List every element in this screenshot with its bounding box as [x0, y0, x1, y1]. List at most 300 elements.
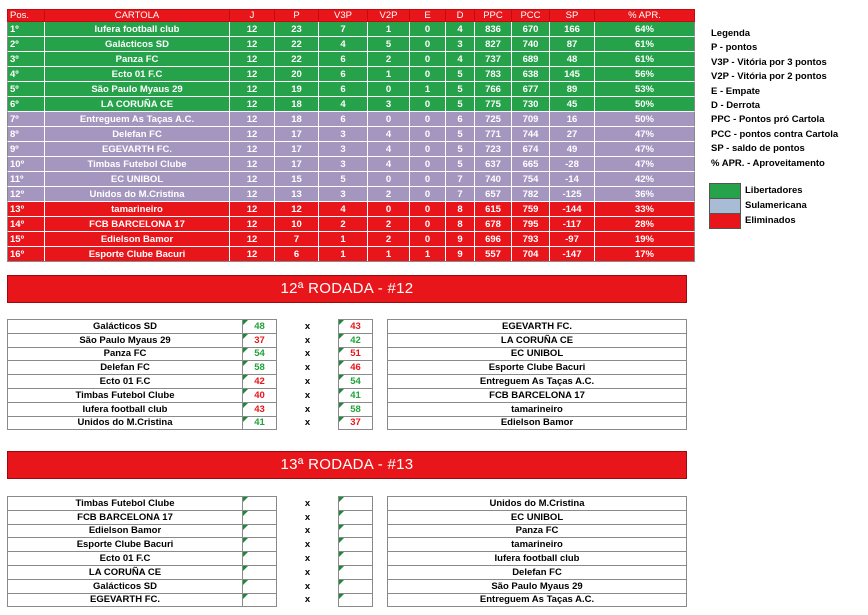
v3p-cell: 6 [319, 112, 368, 127]
match-row [8, 416, 687, 430]
zone-label: Sulamericana [745, 200, 807, 211]
away-score[interactable]: 58 [339, 402, 373, 416]
home-team: Ecto 01 F.C [8, 375, 243, 389]
home-team: Unidos do M.Cristina [8, 416, 243, 430]
ppc-cell: 725 [475, 112, 512, 127]
col-v2p: V2P [368, 10, 410, 22]
pcc-cell: 740 [512, 37, 550, 52]
points-cell: 22 [275, 37, 319, 52]
home-team: Esporte Clube Bacuri [8, 538, 243, 552]
points-cell: 6 [275, 247, 319, 262]
games-cell: 12 [230, 217, 275, 232]
round-12-table [7, 319, 687, 430]
team-name: Entreguem As Taças A.C. [45, 112, 230, 127]
col-pos: Pos. [8, 10, 45, 22]
pos-cell: 2º [8, 37, 45, 52]
draws-cell: 0 [410, 232, 446, 247]
pos-cell: 14º [8, 217, 45, 232]
home-team: Galácticos SD [8, 320, 243, 334]
away-score[interactable]: 51 [339, 347, 373, 361]
col-sp: SP [550, 10, 595, 22]
away-score[interactable] [339, 593, 373, 607]
ppc-cell: 615 [475, 202, 512, 217]
versus: x [277, 375, 339, 389]
pos-cell: 13º [8, 202, 45, 217]
spacer [373, 388, 388, 402]
games-cell: 12 [230, 142, 275, 157]
v2p-cell: 2 [368, 187, 410, 202]
standings-row [8, 202, 695, 217]
ppc-cell: 637 [475, 157, 512, 172]
home-team: Timbas Futebol Clube [8, 388, 243, 402]
away-team: Entreguem As Taças A.C. [388, 593, 687, 607]
ppc-cell: 766 [475, 82, 512, 97]
v2p-cell: 0 [368, 172, 410, 187]
home-score[interactable]: 43 [243, 402, 277, 416]
zone-label: Eliminados [745, 215, 796, 226]
col-apr: % APR. [595, 10, 695, 22]
apr-cell: 53% [595, 82, 695, 97]
v3p-cell: 2 [319, 217, 368, 232]
legend-item: SP - saldo de pontos [711, 143, 805, 155]
home-score[interactable] [243, 593, 277, 607]
games-cell: 12 [230, 82, 275, 97]
points-cell: 12 [275, 202, 319, 217]
losses-cell: 3 [446, 37, 475, 52]
sp-cell: -97 [550, 232, 595, 247]
versus: x [277, 593, 339, 607]
pos-cell: 10º [8, 157, 45, 172]
pos-cell: 11º [8, 172, 45, 187]
standings-row [8, 97, 695, 112]
home-score[interactable] [243, 552, 277, 566]
draws-cell: 0 [410, 112, 446, 127]
spacer [373, 347, 388, 361]
standings-row [8, 22, 695, 37]
legend-item: PPC - Pontos pró Cartola [711, 114, 825, 126]
sp-cell: -147 [550, 247, 595, 262]
pos-cell: 15º [8, 232, 45, 247]
away-team: EGEVARTH FC. [388, 320, 687, 334]
spacer [373, 524, 388, 538]
zone-swatch [709, 183, 741, 199]
away-score[interactable] [339, 510, 373, 524]
spacer [373, 361, 388, 375]
pcc-cell: 795 [512, 217, 550, 232]
v2p-cell: 4 [368, 127, 410, 142]
team-name: Galácticos SD [45, 37, 230, 52]
v2p-cell: 2 [368, 232, 410, 247]
v2p-cell: 1 [368, 67, 410, 82]
v2p-cell: 5 [368, 37, 410, 52]
team-name: Panza FC [45, 52, 230, 67]
team-name: Esporte Clube Bacuri [45, 247, 230, 262]
draws-cell: 0 [410, 22, 446, 37]
v3p-cell: 5 [319, 172, 368, 187]
pcc-cell: 793 [512, 232, 550, 247]
standings-row [8, 232, 695, 247]
v2p-cell: 0 [368, 112, 410, 127]
home-score[interactable]: 41 [243, 416, 277, 430]
pcc-cell: 744 [512, 127, 550, 142]
legend-item: PCC - pontos contra Cartola [711, 128, 839, 140]
home-team: FCB BARCELONA 17 [8, 510, 243, 524]
points-cell: 15 [275, 172, 319, 187]
pos-cell: 4º [8, 67, 45, 82]
games-cell: 12 [230, 22, 275, 37]
apr-cell: 33% [595, 202, 695, 217]
away-team: Entreguem As Taças A.C. [388, 375, 687, 389]
apr-cell: 19% [595, 232, 695, 247]
home-score[interactable] [243, 579, 277, 593]
team-name: EC UNIBOL [45, 172, 230, 187]
team-name: São Paulo Myaus 29 [45, 82, 230, 97]
apr-cell: 61% [595, 37, 695, 52]
team-name: Iufera football club [45, 22, 230, 37]
games-cell: 12 [230, 67, 275, 82]
home-team: Edielson Bamor [8, 524, 243, 538]
draws-cell: 0 [410, 172, 446, 187]
pcc-cell: 665 [512, 157, 550, 172]
ppc-cell: 696 [475, 232, 512, 247]
points-cell: 7 [275, 232, 319, 247]
team-name: FCB BARCELONA 17 [45, 217, 230, 232]
match-row [8, 510, 687, 524]
pcc-cell: 689 [512, 52, 550, 67]
sp-cell: 145 [550, 67, 595, 82]
ppc-cell: 836 [475, 22, 512, 37]
versus: x [277, 565, 339, 579]
ppc-cell: 783 [475, 67, 512, 82]
sp-cell: 48 [550, 52, 595, 67]
draws-cell: 0 [410, 142, 446, 157]
away-team: Delefan FC [388, 565, 687, 579]
away-team: EC UNIBOL [388, 510, 687, 524]
losses-cell: 5 [446, 97, 475, 112]
away-score[interactable]: 42 [339, 333, 373, 347]
losses-cell: 8 [446, 217, 475, 232]
versus: x [277, 388, 339, 402]
away-score[interactable]: 41 [339, 388, 373, 402]
pcc-cell: 709 [512, 112, 550, 127]
ppc-cell: 737 [475, 52, 512, 67]
standings-row [8, 67, 695, 82]
home-score[interactable] [243, 497, 277, 511]
spacer [373, 538, 388, 552]
team-name: LA CORUÑA CE [45, 97, 230, 112]
games-cell: 12 [230, 52, 275, 67]
games-cell: 12 [230, 172, 275, 187]
legend-item: D - Derrota [711, 100, 761, 112]
match-row [8, 333, 687, 347]
home-score[interactable]: 37 [243, 333, 277, 347]
losses-cell: 7 [446, 172, 475, 187]
versus: x [277, 510, 339, 524]
match-row [8, 402, 687, 416]
v2p-cell: 0 [368, 202, 410, 217]
standings-row [8, 112, 695, 127]
away-team: tamarineiro [388, 538, 687, 552]
spacer [373, 402, 388, 416]
pcc-cell: 759 [512, 202, 550, 217]
draws-cell: 1 [410, 247, 446, 262]
home-score[interactable]: 42 [243, 375, 277, 389]
home-score[interactable]: 40 [243, 388, 277, 402]
away-team: Esporte Clube Bacuri [388, 361, 687, 375]
versus: x [277, 333, 339, 347]
pos-cell: 9º [8, 142, 45, 157]
losses-cell: 9 [446, 247, 475, 262]
ppc-cell: 723 [475, 142, 512, 157]
away-team: Panza FC [388, 524, 687, 538]
sp-cell: -14 [550, 172, 595, 187]
apr-cell: 47% [595, 142, 695, 157]
standings-row [8, 127, 695, 142]
home-score[interactable]: 58 [243, 361, 277, 375]
pos-cell: 12º [8, 187, 45, 202]
match-row [8, 497, 687, 511]
match-row [8, 524, 687, 538]
versus: x [277, 524, 339, 538]
versus: x [277, 552, 339, 566]
losses-cell: 6 [446, 112, 475, 127]
draws-cell: 0 [410, 97, 446, 112]
v3p-cell: 4 [319, 97, 368, 112]
spacer [373, 320, 388, 334]
apr-cell: 61% [595, 52, 695, 67]
games-cell: 12 [230, 37, 275, 52]
losses-cell: 7 [446, 187, 475, 202]
v3p-cell: 1 [319, 247, 368, 262]
standings-row [8, 157, 695, 172]
zone-swatch [709, 198, 741, 214]
away-score[interactable] [339, 552, 373, 566]
games-cell: 12 [230, 127, 275, 142]
losses-cell: 5 [446, 127, 475, 142]
away-score[interactable]: 54 [339, 375, 373, 389]
spacer [373, 497, 388, 511]
away-team: FCB BARCELONA 17 [388, 388, 687, 402]
standings-table [7, 9, 695, 262]
pcc-cell: 674 [512, 142, 550, 157]
sp-cell: -144 [550, 202, 595, 217]
points-cell: 22 [275, 52, 319, 67]
pcc-cell: 638 [512, 67, 550, 82]
versus: x [277, 416, 339, 430]
away-team: Unidos do M.Cristina [388, 497, 687, 511]
v2p-cell: 1 [368, 247, 410, 262]
sp-cell: 16 [550, 112, 595, 127]
spacer [373, 416, 388, 430]
zone-swatch [709, 213, 741, 229]
losses-cell: 5 [446, 157, 475, 172]
col-d: D [446, 10, 475, 22]
ppc-cell: 657 [475, 187, 512, 202]
team-name: EGEVARTH FC. [45, 142, 230, 157]
match-row [8, 579, 687, 593]
games-cell: 12 [230, 97, 275, 112]
legend-item: E - Empate [711, 85, 761, 97]
legend-item: V3P - Vitória por 3 pontos [711, 56, 827, 68]
away-team: LA CORUÑA CE [388, 333, 687, 347]
team-name: Unidos do M.Cristina [45, 187, 230, 202]
games-cell: 12 [230, 112, 275, 127]
col-ppc: PPC [475, 10, 512, 22]
v3p-cell: 3 [319, 142, 368, 157]
v2p-cell: 1 [368, 22, 410, 37]
sp-cell: 49 [550, 142, 595, 157]
versus: x [277, 361, 339, 375]
home-score[interactable] [243, 565, 277, 579]
away-score[interactable]: 46 [339, 361, 373, 375]
team-name: Edielson Bamor [45, 232, 230, 247]
v3p-cell: 6 [319, 67, 368, 82]
losses-cell: 9 [446, 232, 475, 247]
sp-cell: 45 [550, 97, 595, 112]
standings-row [8, 217, 695, 232]
legend-item: % APR. - Aproveitamento [711, 157, 825, 169]
home-score[interactable] [243, 524, 277, 538]
team-name: Timbas Futebol Clube [45, 157, 230, 172]
pos-cell: 6º [8, 97, 45, 112]
away-score[interactable] [339, 524, 373, 538]
apr-cell: 28% [595, 217, 695, 232]
versus: x [277, 320, 339, 334]
home-score[interactable]: 48 [243, 320, 277, 334]
pos-cell: 3º [8, 52, 45, 67]
pcc-cell: 704 [512, 247, 550, 262]
sp-cell: 166 [550, 22, 595, 37]
spacer [373, 552, 388, 566]
pos-cell: 16º [8, 247, 45, 262]
away-score[interactable]: 43 [339, 320, 373, 334]
home-team: LA CORUÑA CE [8, 565, 243, 579]
apr-cell: 17% [595, 247, 695, 262]
zone-label: Libertadores [745, 185, 803, 196]
away-team: São Paulo Myaus 29 [388, 579, 687, 593]
v2p-cell: 4 [368, 142, 410, 157]
sp-cell: -28 [550, 157, 595, 172]
ppc-cell: 827 [475, 37, 512, 52]
v3p-cell: 7 [319, 22, 368, 37]
home-score[interactable]: 54 [243, 347, 277, 361]
round-13-banner: 13ª RODADA - #13 [7, 451, 687, 479]
points-cell: 17 [275, 127, 319, 142]
apr-cell: 42% [595, 172, 695, 187]
match-row [8, 538, 687, 552]
zone-legend-item [709, 198, 807, 213]
games-cell: 12 [230, 157, 275, 172]
zone-legend [709, 183, 807, 228]
match-row [8, 320, 687, 334]
pcc-cell: 754 [512, 172, 550, 187]
away-score[interactable] [339, 538, 373, 552]
col-v3p: V3P [319, 10, 368, 22]
losses-cell: 5 [446, 142, 475, 157]
sp-cell: 87 [550, 37, 595, 52]
apr-cell: 50% [595, 112, 695, 127]
points-cell: 23 [275, 22, 319, 37]
points-cell: 10 [275, 217, 319, 232]
points-cell: 20 [275, 67, 319, 82]
points-cell: 18 [275, 112, 319, 127]
zone-legend-item [709, 183, 807, 198]
spacer [373, 593, 388, 607]
home-score[interactable] [243, 510, 277, 524]
pos-cell: 7º [8, 112, 45, 127]
away-score[interactable]: 37 [339, 416, 373, 430]
draws-cell: 0 [410, 187, 446, 202]
home-score[interactable] [243, 538, 277, 552]
match-row [8, 361, 687, 375]
losses-cell: 5 [446, 82, 475, 97]
away-score[interactable] [339, 579, 373, 593]
away-team: tamarineiro [388, 402, 687, 416]
away-team: EC UNIBOL [388, 347, 687, 361]
away-team: Edielson Bamor [388, 416, 687, 430]
draws-cell: 0 [410, 37, 446, 52]
spacer [373, 375, 388, 389]
draws-cell: 0 [410, 157, 446, 172]
apr-cell: 47% [595, 157, 695, 172]
apr-cell: 36% [595, 187, 695, 202]
ppc-cell: 678 [475, 217, 512, 232]
versus: x [277, 347, 339, 361]
points-cell: 17 [275, 142, 319, 157]
sp-cell: -117 [550, 217, 595, 232]
spacer [373, 579, 388, 593]
ppc-cell: 740 [475, 172, 512, 187]
draws-cell: 1 [410, 82, 446, 97]
col-e: E [410, 10, 446, 22]
pcc-cell: 677 [512, 82, 550, 97]
points-cell: 13 [275, 187, 319, 202]
round-13-table [7, 496, 687, 607]
standings-row [8, 82, 695, 97]
v2p-cell: 4 [368, 157, 410, 172]
v3p-cell: 1 [319, 232, 368, 247]
home-team: Panza FC [8, 347, 243, 361]
home-team: Iufera football club [8, 402, 243, 416]
legend [711, 27, 838, 171]
versus: x [277, 538, 339, 552]
home-team: Timbas Futebol Clube [8, 497, 243, 511]
pcc-cell: 730 [512, 97, 550, 112]
pos-cell: 5º [8, 82, 45, 97]
team-name: Ecto 01 F.C [45, 67, 230, 82]
away-score[interactable] [339, 565, 373, 579]
spacer [373, 333, 388, 347]
v3p-cell: 3 [319, 187, 368, 202]
ppc-cell: 771 [475, 127, 512, 142]
pos-cell: 1º [8, 22, 45, 37]
v3p-cell: 4 [319, 37, 368, 52]
legend-item: P - pontos [711, 42, 758, 54]
match-row [8, 347, 687, 361]
apr-cell: 56% [595, 67, 695, 82]
home-team: São Paulo Myaus 29 [8, 333, 243, 347]
versus: x [277, 579, 339, 593]
match-row [8, 552, 687, 566]
away-score[interactable] [339, 497, 373, 511]
apr-cell: 50% [595, 97, 695, 112]
zone-legend-item [709, 213, 807, 228]
sp-cell: -125 [550, 187, 595, 202]
apr-cell: 47% [595, 127, 695, 142]
team-name: tamarineiro [45, 202, 230, 217]
versus: x [277, 497, 339, 511]
standings-row [8, 187, 695, 202]
